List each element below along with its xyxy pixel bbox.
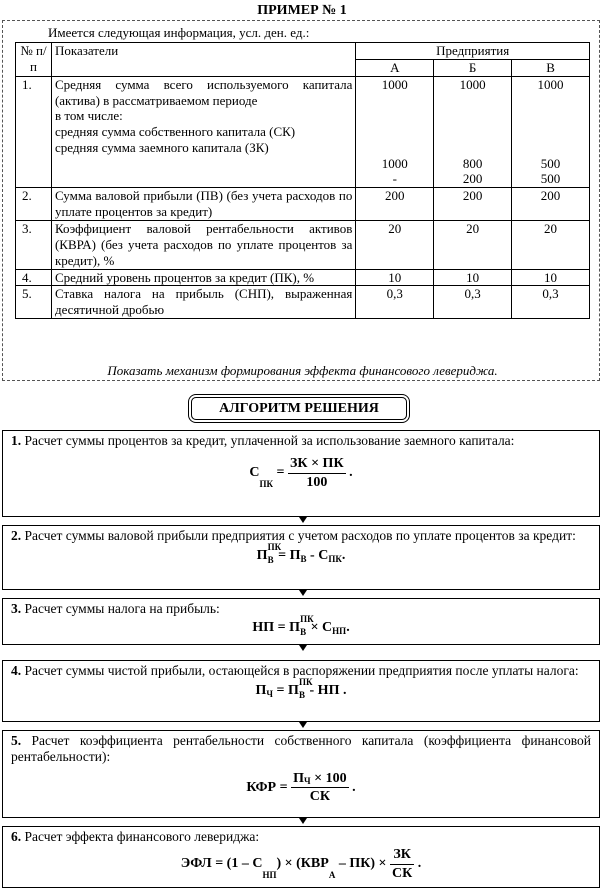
arrow-down-icon	[299, 645, 307, 651]
header-enterprises: Предприятия	[356, 43, 590, 60]
row-num: 2.	[16, 188, 52, 221]
cell-a: 20	[356, 221, 434, 270]
header-name: Показатели	[51, 43, 355, 77]
cell-c: 20	[512, 221, 590, 270]
step-5: 5. Расчет коэффициента рентабельности собственного капитала (коэффициента финансовой рентабельности): КФР = $\frac{ПЧ \times 100}{СК}$ .	[2, 730, 600, 818]
table-row	[16, 269, 590, 286]
step-3: 3. Расчет суммы налога на прибыль: НП = П ПК В × СНП.	[2, 598, 600, 645]
arrow-down-icon	[299, 517, 307, 523]
task-text: Показать механизм формирования эффекта финансового левериджа.	[107, 363, 498, 378]
table-row	[16, 188, 590, 221]
table-row	[16, 76, 590, 188]
header-num: № п/п	[16, 43, 52, 77]
arrow-down-icon	[299, 590, 307, 596]
cell-b: 0,3	[434, 286, 512, 319]
page-title: ПРИМЕР № 1	[257, 3, 347, 18]
row-label: Ставка налога на прибыль (СНП), выраженная десятичной дробью	[51, 286, 355, 319]
step-2: 2. Расчет суммы валовой прибыли предприятия с учетом расходов по уплате процентов за кредит: П ПК В = ПВ - СПК.	[2, 525, 600, 590]
table-row	[16, 286, 590, 319]
header-c: В	[512, 59, 590, 76]
cell-a: 10	[356, 269, 434, 286]
row-num: 4.	[16, 269, 52, 286]
row-label: Сумма валовой прибыли (ПВ) (без учета расходов по уплате процентов за кредит)	[51, 188, 355, 221]
cell-b: 10	[434, 269, 512, 286]
table-row	[16, 221, 590, 270]
step-6: 6. Расчет эффекта финансового левериджа: ЭФЛ = (1 – СНП) × (КВРА – ПК) × $\frac{ЗК}{СК}$ .	[2, 826, 600, 888]
cell-b: 20	[434, 221, 512, 270]
row-num: 1.	[16, 76, 52, 188]
step-1: 1. Расчет суммы процентов за кредит, уплаченной за использование заемного капитала: СПК = $\frac{ЗК \times ПК}{100}$ .	[2, 430, 600, 517]
cell-a: 200	[356, 188, 434, 221]
data-table	[15, 42, 590, 319]
cell-b: 200	[434, 188, 512, 221]
header-b: Б	[434, 59, 512, 76]
cell-a: 0,3	[356, 286, 434, 319]
formula-5: КФР = $\frac{ПЧ \times 100}{СК}$ .	[246, 770, 356, 805]
cell-c: 10	[512, 269, 590, 286]
row-num: 5.	[16, 286, 52, 319]
row-label: Средняя сумма всего используемого капитала (актива) в рассматриваемом периоде в том числе: средняя сумма собственного капитала (СК) средняя сумма заемного капитала (ЗК)	[51, 76, 355, 188]
row-label: Коэффициент валовой рентабельности активов (КВРА) (без учета расходов по уплате процентов за кредит), %	[51, 221, 355, 270]
step-4: 4. Расчет суммы чистой прибыли, остающейся в распоряжении предприятия после уплаты налога: ПЧ = П ПК В - НП .	[2, 660, 600, 722]
row-label: Средний уровень процентов за кредит (ПК), %	[51, 269, 355, 286]
row-num: 3.	[16, 221, 52, 270]
formula-3: НП = П ПК В × СНП.	[252, 614, 350, 638]
arrow-down-icon	[299, 722, 307, 728]
cell-c: 0,3	[512, 286, 590, 319]
cell-c: 200	[512, 188, 590, 221]
formula-2: П ПК В = ПВ - СПК.	[256, 542, 346, 566]
cell-c: 1000 500 500	[512, 76, 590, 188]
cell-b: 1000 800 200	[434, 76, 512, 188]
formula-6: ЭФЛ = (1 – СНП) × (КВРА – ПК) × $\frac{ЗК}{СК}$ .	[180, 847, 422, 881]
cell-a: 1000 1000 -	[356, 76, 434, 188]
header-a: А	[356, 59, 434, 76]
arrow-down-icon	[299, 818, 307, 824]
formula-4: ПЧ = П ПК В - НП .	[255, 677, 347, 701]
algorithm-title: АЛГОРИТМ РЕШЕНИЯ	[191, 397, 407, 420]
formula-1: СПК = $\frac{ЗК \times ПК}{100}$ .	[249, 456, 353, 490]
info-line: Имеется следующая информация, усл. ден. ед.:	[48, 25, 310, 40]
